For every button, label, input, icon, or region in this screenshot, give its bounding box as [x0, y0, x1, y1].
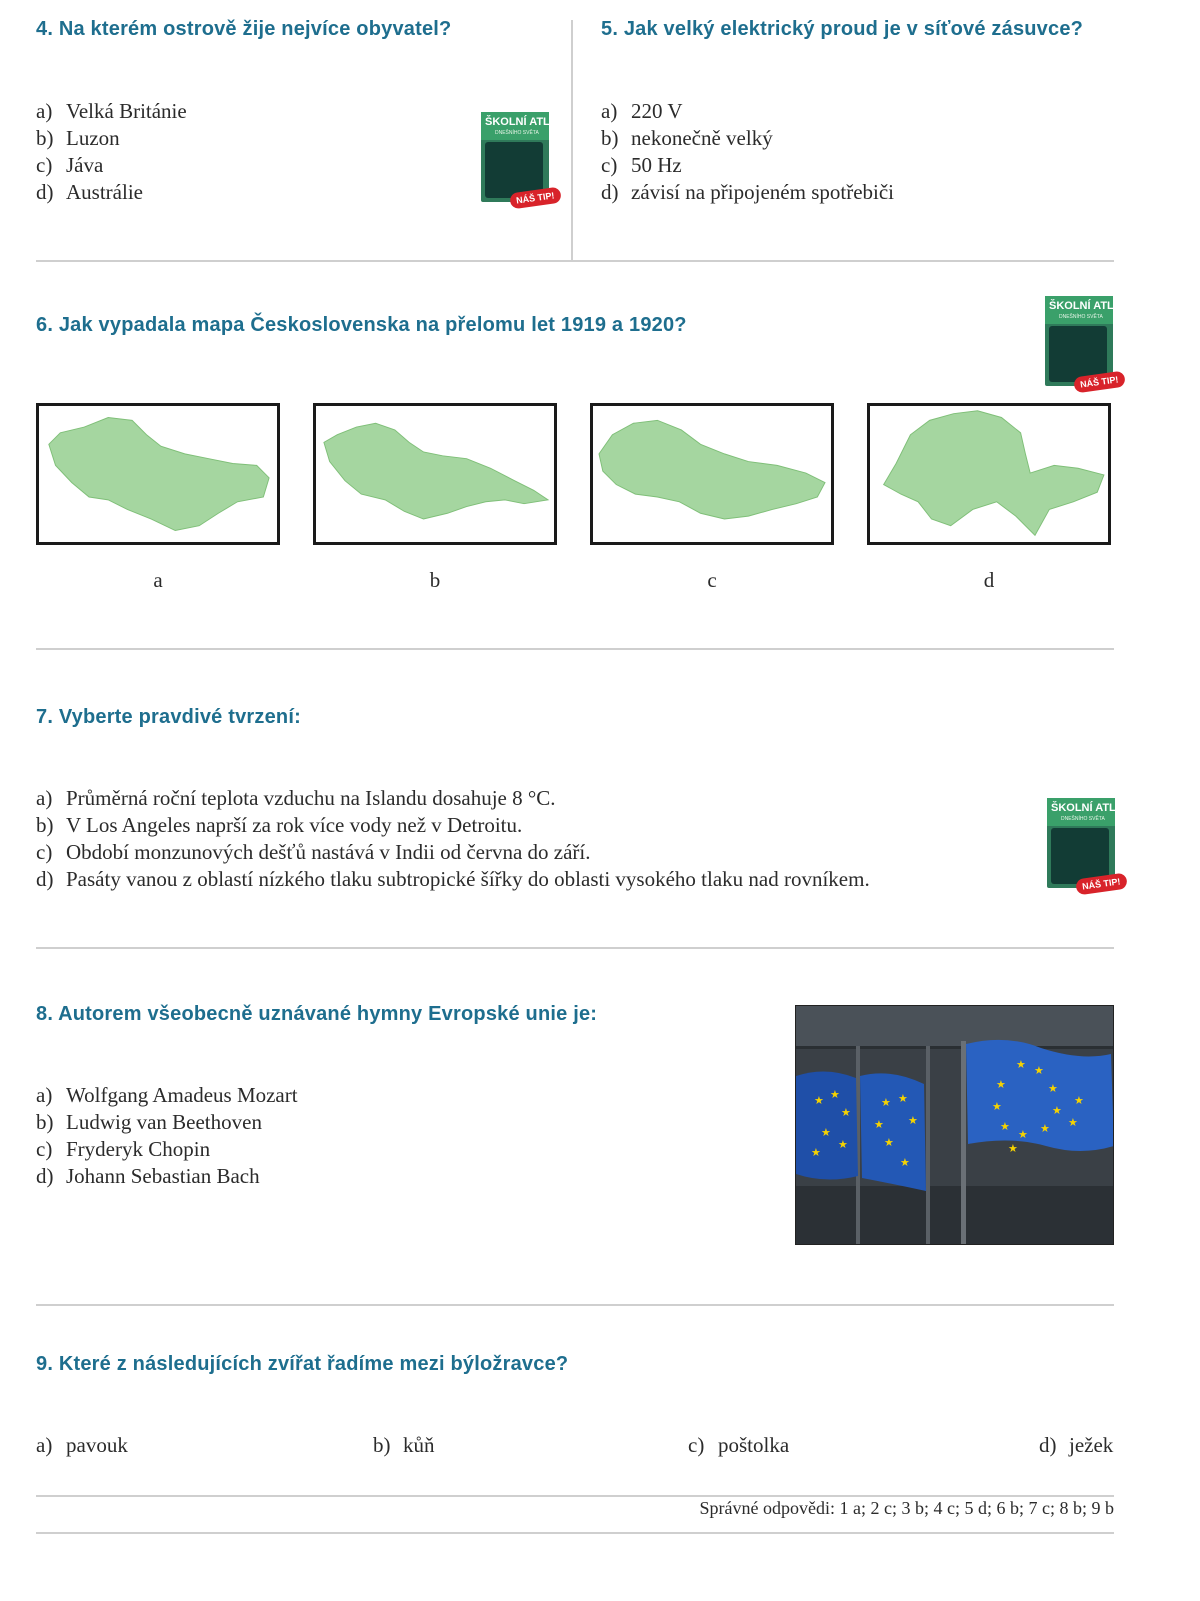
q7-option-a[interactable]: a) Průměrná roční teplota vzduchu na Islandu dosahuje 8 °C.	[36, 786, 556, 810]
map-label-b: b	[429, 568, 441, 592]
svg-text:★: ★	[900, 1156, 910, 1169]
map-option-c[interactable]	[590, 403, 834, 545]
svg-text:★: ★	[1048, 1082, 1058, 1095]
q7-option-c[interactable]: c) Období monzunových dešťů nastává v Indii od června do září.	[36, 840, 591, 864]
svg-text:★: ★	[884, 1136, 894, 1149]
map-option-b[interactable]	[313, 403, 557, 545]
svg-text:★: ★	[1034, 1064, 1044, 1077]
q9-option-b[interactable]: b) kůň	[373, 1433, 435, 1457]
map-label-d: d	[983, 568, 995, 592]
our-tip-badge: NÁŠ TIP!	[1076, 873, 1128, 896]
q7-option-b[interactable]: b) V Los Angeles naprší za rok více vody než v Detroitu.	[36, 813, 523, 837]
q4-option-b[interactable]: b) Luzon	[36, 126, 120, 150]
question-9-title: 9. Které z následujících zvířat řadíme mezi býložravce?	[36, 1353, 569, 1375]
divider	[36, 1495, 1114, 1497]
svg-text:★: ★	[1068, 1116, 1078, 1129]
map-label-a: a	[153, 568, 163, 592]
q9-option-d[interactable]: d) ježek	[1039, 1433, 1114, 1457]
map-label-c: c	[707, 568, 717, 592]
svg-text:★: ★	[992, 1100, 1002, 1113]
q8-option-a[interactable]: a) Wolfgang Amadeus Mozart	[36, 1083, 298, 1107]
school-atlas-book-icon: ŠKOLNÍ ATLAS DNEŠNÍHO SVĚTA NÁŠ TIP!	[1047, 798, 1115, 888]
svg-text:★: ★	[874, 1118, 884, 1131]
svg-text:★: ★	[1052, 1104, 1062, 1117]
q7-option-d[interactable]: d) Pasáty vanou z oblastí nízkého tlaku subtropické šířky do oblasti vysokého tlaku nad rovníkem.	[36, 867, 870, 891]
map-option-a[interactable]	[36, 403, 280, 545]
q9-option-a[interactable]: a) pavouk	[36, 1433, 128, 1457]
svg-text:★: ★	[830, 1088, 840, 1101]
czechoslovakia-map-d	[870, 406, 1108, 542]
question-5-title: 5. Jak velký elektrický proud je v síťové zásuvce?	[601, 18, 1084, 40]
svg-text:★: ★	[996, 1078, 1006, 1091]
q5-option-c[interactable]: c) 50 Hz	[601, 153, 682, 177]
czechoslovakia-map-a	[39, 406, 277, 542]
school-atlas-book-icon: ŠKOLNÍ ATLAS DNEŠNÍHO SVĚTA NÁŠ TIP!	[481, 112, 549, 202]
svg-text:★: ★	[881, 1096, 891, 1109]
svg-text:★: ★	[821, 1126, 831, 1139]
czechoslovakia-map-b	[316, 406, 554, 542]
q9-option-c[interactable]: c) poštolka	[688, 1433, 790, 1457]
svg-text:★: ★	[1016, 1058, 1026, 1071]
q4-option-d[interactable]: d) Austrálie	[36, 180, 143, 204]
svg-text:★: ★	[814, 1094, 824, 1107]
correct-answers: Správné odpovědi: 1 a; 2 c; 3 b; 4 c; 5 d; 6 b; 7 c; 8 b; 9 b	[699, 1498, 1114, 1518]
svg-text:★: ★	[898, 1092, 908, 1105]
svg-text:★: ★	[908, 1114, 918, 1127]
svg-text:★: ★	[1018, 1128, 1028, 1141]
czechoslovakia-map-c	[593, 406, 831, 542]
column-divider	[571, 20, 573, 260]
our-tip-badge: NÁŠ TIP!	[510, 187, 562, 210]
school-atlas-book-icon: ŠKOLNÍ ATLAS DNEŠNÍHO SVĚTA NÁŠ TIP!	[1045, 296, 1113, 386]
q5-option-b[interactable]: b) nekonečně velký	[601, 126, 773, 150]
divider	[36, 1304, 1114, 1306]
q8-option-b[interactable]: b) Ludwig van Beethoven	[36, 1110, 262, 1134]
svg-text:★: ★	[1040, 1122, 1050, 1135]
our-tip-badge: NÁŠ TIP!	[1074, 371, 1126, 394]
q5-option-a[interactable]: a) 220 V	[601, 99, 683, 123]
divider	[36, 1532, 1114, 1534]
question-7-title: 7. Vyberte pravdivé tvrzení:	[36, 706, 301, 728]
divider	[36, 260, 1114, 262]
q4-option-a[interactable]: a) Velká Británie	[36, 99, 187, 123]
divider	[36, 947, 1114, 949]
map-option-d[interactable]	[867, 403, 1111, 545]
svg-text:★: ★	[1000, 1120, 1010, 1133]
q8-option-d[interactable]: d) Johann Sebastian Bach	[36, 1164, 260, 1188]
q4-option-c[interactable]: c) Jáva	[36, 153, 104, 177]
svg-text:★: ★	[1074, 1094, 1084, 1107]
svg-text:★: ★	[1008, 1142, 1018, 1155]
svg-text:★: ★	[841, 1106, 851, 1119]
q8-option-c[interactable]: c) Fryderyk Chopin	[36, 1137, 211, 1161]
eu-flags-photo	[795, 1005, 1114, 1245]
svg-text:★: ★	[811, 1146, 821, 1159]
divider	[36, 648, 1114, 650]
svg-text:★: ★	[838, 1138, 848, 1151]
q5-option-d[interactable]: d) závisí na připojeném spotřebiči	[601, 180, 895, 204]
question-6-title: 6. Jak vypadala mapa Československa na přelomu let 1919 a 1920?	[36, 314, 687, 336]
question-8-title: 8. Autorem všeobecně uznávané hymny Evropské unie je:	[36, 1003, 598, 1025]
question-4-title: 4. Na kterém ostrově žije nejvíce obyvatel?	[36, 18, 452, 40]
